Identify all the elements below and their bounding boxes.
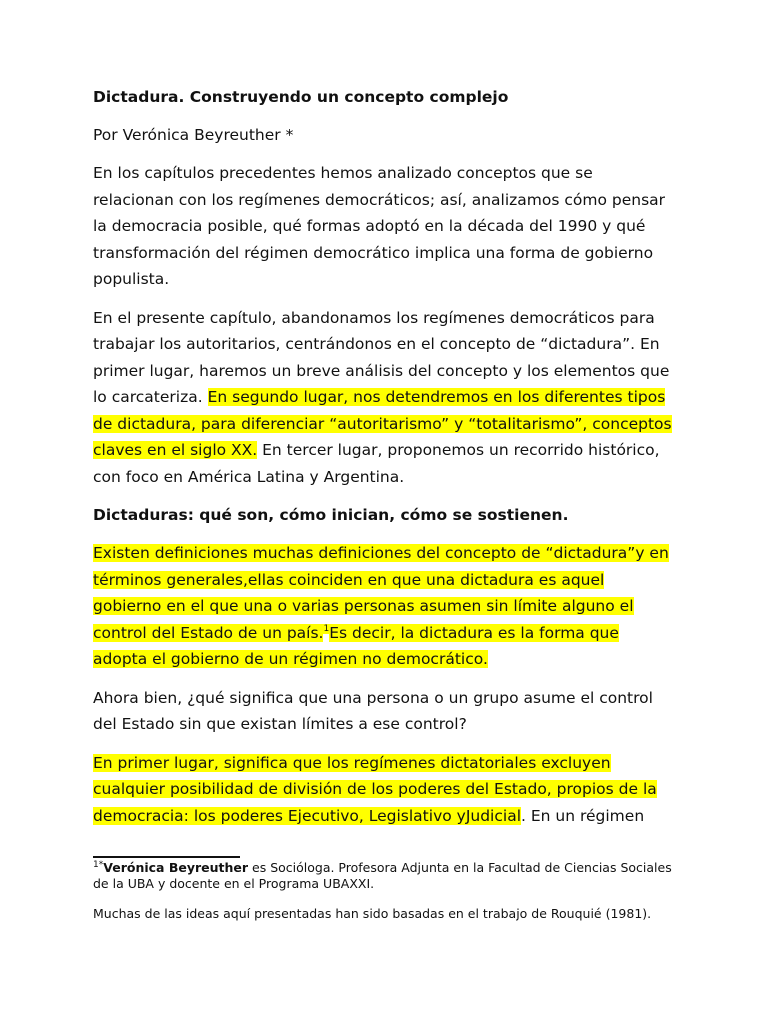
paragraph-question: Ahora bien, ¿qué significa que una persona o un grupo asume el control del Estado sin que existan límites a ese control? [93,688,653,733]
paragraph-powers [93,750,673,830]
footnotes [93,860,673,936]
footnote-author-name: Verónica Beyreuther [103,860,249,875]
footnote-marker: 1* [93,859,104,870]
author-byline: Por Verónica Beyreuther * [93,126,294,144]
footnote-text: es Socióloga. Profesora Adjunta en la Facultad de Ciencias Sociales de la UBA y docente en el Programa UBAXXI. [93,860,672,891]
paragraph-chapter-overview [93,305,673,491]
document-title: Dictadura. Construyendo un concepto complejo [93,88,509,106]
highlighted-text: Es decir, la dictadura es la forma que adopta el gobierno de un régimen no democrático. [93,623,619,668]
highlighted-text: Existen definiciones muchas definiciones del concepto de “dictadura”y en términos generales,ellas coinciden en que una dictadura es aquel gobierno en el que una o varias personas asumen sin límite alguno el control del Estado de un país. [93,544,669,642]
paragraph-text: En tercer lugar, proponemos un recorrido histórico, con foco en América Latina y Argentina. [93,441,660,486]
section-heading: Dictaduras: qué son, cómo inician, cómo se sostienen. [93,506,569,524]
footnote-2: Muchas de las ideas aquí presentadas han sido basadas en el trabajo de Rouquié (1981). [93,906,652,921]
footnote-separator [93,856,240,858]
footnote-1 [93,860,673,892]
paragraph-text: En el presente capítulo, abandonamos los regímenes democráticos para trabajar los autoritarios, centrándonos en el concepto de “dictadura”. En primer lugar, haremos un breve análisis del concepto y los elementos que lo carcateriza. [93,308,670,406]
footnote-reference[interactable]: 1 [323,624,330,635]
highlighted-text: En segundo lugar, nos detendremos en los diferentes tipos de dictadura, para diferenciar “autoritarismo” y “totalitarismo”, conceptos claves en el siglo XX. [93,388,672,459]
paragraph-text: . En un régimen [521,806,645,825]
paragraph-intro: En los capítulos precedentes hemos analizado conceptos que se relacionan con los regímenes democráticos; así, analizamos cómo pensar la democracia posible, qué formas adoptó en la década del 1990 y qué transformación del régimen democrático implica una forma de gobierno populista. [93,164,666,288]
highlighted-text: En primer lugar, significa que los regímenes dictatoriales excluyen cualquier posibilidad de división de los poderes del Estado, propios de la democracia: los poderes Ejecutivo, Legislativo yJudicial [93,753,657,825]
paragraph-definition [93,540,673,673]
document-body [93,84,673,841]
